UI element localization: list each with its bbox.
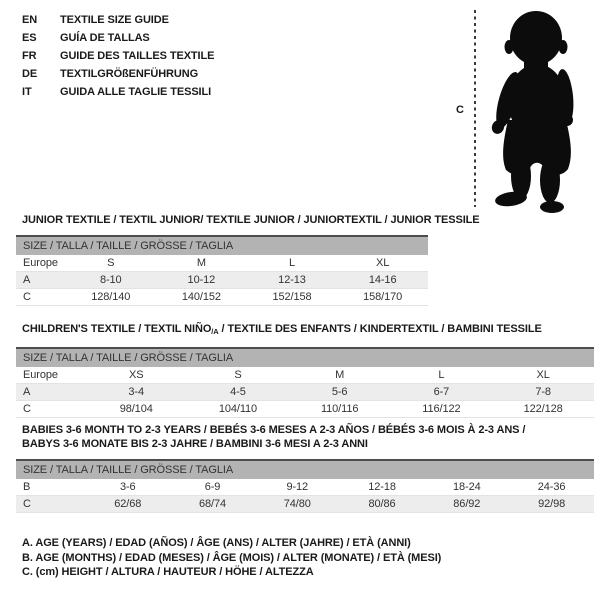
size-header-row	[16, 348, 594, 367]
table-cell: S	[187, 367, 289, 384]
row-label: Europe	[16, 255, 65, 272]
table-block-junior-textile	[16, 213, 480, 306]
table-cell: XL	[337, 255, 428, 272]
table-title-line	[22, 437, 594, 451]
size-table-junior-textile	[16, 235, 428, 306]
language-guide-title: GUIDE DES TAILLES TEXTILE	[60, 50, 215, 62]
table-title-line	[22, 213, 480, 227]
language-row-en	[22, 11, 214, 29]
table-cell: M	[289, 367, 391, 384]
table-row-a	[16, 384, 594, 401]
table-cell: 74/80	[255, 496, 340, 513]
table-cell: 152/158	[247, 289, 338, 306]
table-cell: 110/116	[289, 401, 391, 418]
table-cell: 104/110	[187, 401, 289, 418]
row-label: A	[16, 384, 85, 401]
size-header-label: SIZE / TALLA / TAILLE / GRÖSSE / TAGLIA	[16, 236, 428, 255]
table-cell: 5-6	[289, 384, 391, 401]
table-cell: 7-8	[492, 384, 594, 401]
language-guide-title: TEXTILGRÖßENFÜHRUNG	[60, 68, 199, 80]
table-cell: 140/152	[156, 289, 247, 306]
row-label: C	[16, 401, 85, 418]
language-row-de	[22, 65, 214, 83]
table-cell: 12-13	[247, 272, 338, 289]
table-row-europe	[16, 255, 428, 272]
size-header-label: SIZE / TALLA / TAILLE / GRÖSSE / TAGLIA	[16, 348, 594, 367]
table-row-europe	[16, 367, 594, 384]
table-cell: 68/74	[170, 496, 255, 513]
table-cell: 62/68	[85, 496, 170, 513]
title-text: / TEXTILE DES ENFANTS / KINDERTEXTIL / BAMBINI TESSILE	[218, 323, 542, 335]
table-cell: 14-16	[337, 272, 428, 289]
table-cell: 10-12	[156, 272, 247, 289]
row-label: C	[16, 289, 65, 306]
table-row-c	[16, 496, 594, 513]
table-cell: 9-12	[255, 479, 340, 496]
language-code: DE	[22, 68, 38, 80]
title-text: JUNIOR TEXTILE / TEXTIL JUNIOR/ TEXTILE JUNIOR / JUNIORTEXTIL / JUNIOR TESSILE	[22, 214, 480, 226]
table-cell: XS	[85, 367, 187, 384]
footnote-line-b: B. AGE (MONTHS) / EDAD (MESES) / ÂGE (MOIS) / ALTER (MONATE) / ETÀ (MESI)	[22, 551, 442, 564]
language-row-it	[22, 83, 214, 101]
table-cell: 86/92	[424, 496, 509, 513]
row-label: A	[16, 272, 65, 289]
title-text: CHILDREN'S TEXTILE / TEXTIL NIÑO	[22, 323, 212, 335]
table-cell: 122/128	[492, 401, 594, 418]
row-label: Europe	[16, 367, 85, 384]
height-measure-figure	[448, 6, 598, 218]
toddler-silhouette-image	[484, 8, 596, 214]
footnote-line-a: A. AGE (YEARS) / EDAD (AÑOS) / ÂGE (ANS) / ALTER (JAHRE) / ETÀ (ANNI)	[22, 537, 411, 549]
table-cell: 24-36	[509, 479, 594, 496]
table-cell: 12-18	[340, 479, 425, 496]
table-title-line	[22, 322, 594, 339]
table-cell: M	[156, 255, 247, 272]
language-row-fr	[22, 47, 214, 65]
table-cell: 3-6	[85, 479, 170, 496]
measure-c-label: C	[456, 104, 464, 116]
table-cell: XL	[492, 367, 594, 384]
size-table-childrens-textile	[16, 347, 594, 418]
table-row-b	[16, 479, 594, 496]
row-label: C	[16, 496, 85, 513]
language-code: ES	[22, 32, 37, 44]
table-cell: 6-9	[170, 479, 255, 496]
language-code: EN	[22, 14, 38, 26]
table-cell: 8-10	[65, 272, 156, 289]
table-cell: 116/122	[391, 401, 493, 418]
table-cell: 6-7	[391, 384, 493, 401]
table-cell: 92/98	[509, 496, 594, 513]
table-cell: L	[391, 367, 493, 384]
table-title-junior-textile	[22, 213, 480, 227]
language-guide-title: GUÍA DE TALLAS	[60, 32, 150, 44]
language-code: IT	[22, 86, 32, 98]
table-cell: 80/86	[340, 496, 425, 513]
table-cell: 158/170	[337, 289, 428, 306]
title-subscript: /A	[211, 327, 219, 336]
table-title-babies-textile	[22, 423, 594, 451]
size-header-label: SIZE / TALLA / TAILLE / GRÖSSE / TAGLIA	[16, 460, 594, 479]
table-cell: 3-4	[85, 384, 187, 401]
title-text: BABYS 3-6 MONATE BIS 2-3 JAHRE / BAMBINI 3-6 MESI A 2-3 ANNI	[22, 438, 368, 450]
table-cell: 18-24	[424, 479, 509, 496]
size-table-babies-textile	[16, 459, 594, 513]
row-label: B	[16, 479, 85, 496]
table-block-childrens-textile	[16, 322, 594, 418]
table-cell: L	[247, 255, 338, 272]
language-guide-title: TEXTILE SIZE GUIDE	[60, 14, 169, 26]
table-block-babies-textile	[16, 423, 594, 513]
dotted-height-line	[474, 10, 476, 207]
language-code: FR	[22, 50, 37, 62]
language-guide-title: GUIDA ALLE TAGLIE TESSILI	[60, 86, 212, 98]
table-cell: 128/140	[65, 289, 156, 306]
table-title-line	[22, 423, 594, 437]
title-text: BABIES 3-6 MONTH TO 2-3 YEARS / BEBÉS 3-6 MESES A 2-3 AÑOS / BÉBÉS 3-6 MOIS À 2-3 ANS /	[22, 424, 526, 436]
table-row-c	[16, 289, 428, 306]
table-cell: 98/104	[85, 401, 187, 418]
table-row-c	[16, 401, 594, 418]
size-header-row	[16, 460, 594, 479]
legend-footnotes	[22, 536, 441, 580]
table-title-childrens-textile	[22, 322, 594, 339]
table-row-a	[16, 272, 428, 289]
footnote-line-c: C. (cm) HEIGHT / ALTURA / HAUTEUR / HÖHE / ALTEZZA	[22, 566, 314, 579]
language-title-list	[22, 11, 214, 101]
size-header-row	[16, 236, 428, 255]
table-cell: S	[65, 255, 156, 272]
table-cell: 4-5	[187, 384, 289, 401]
language-row-es	[22, 29, 214, 47]
